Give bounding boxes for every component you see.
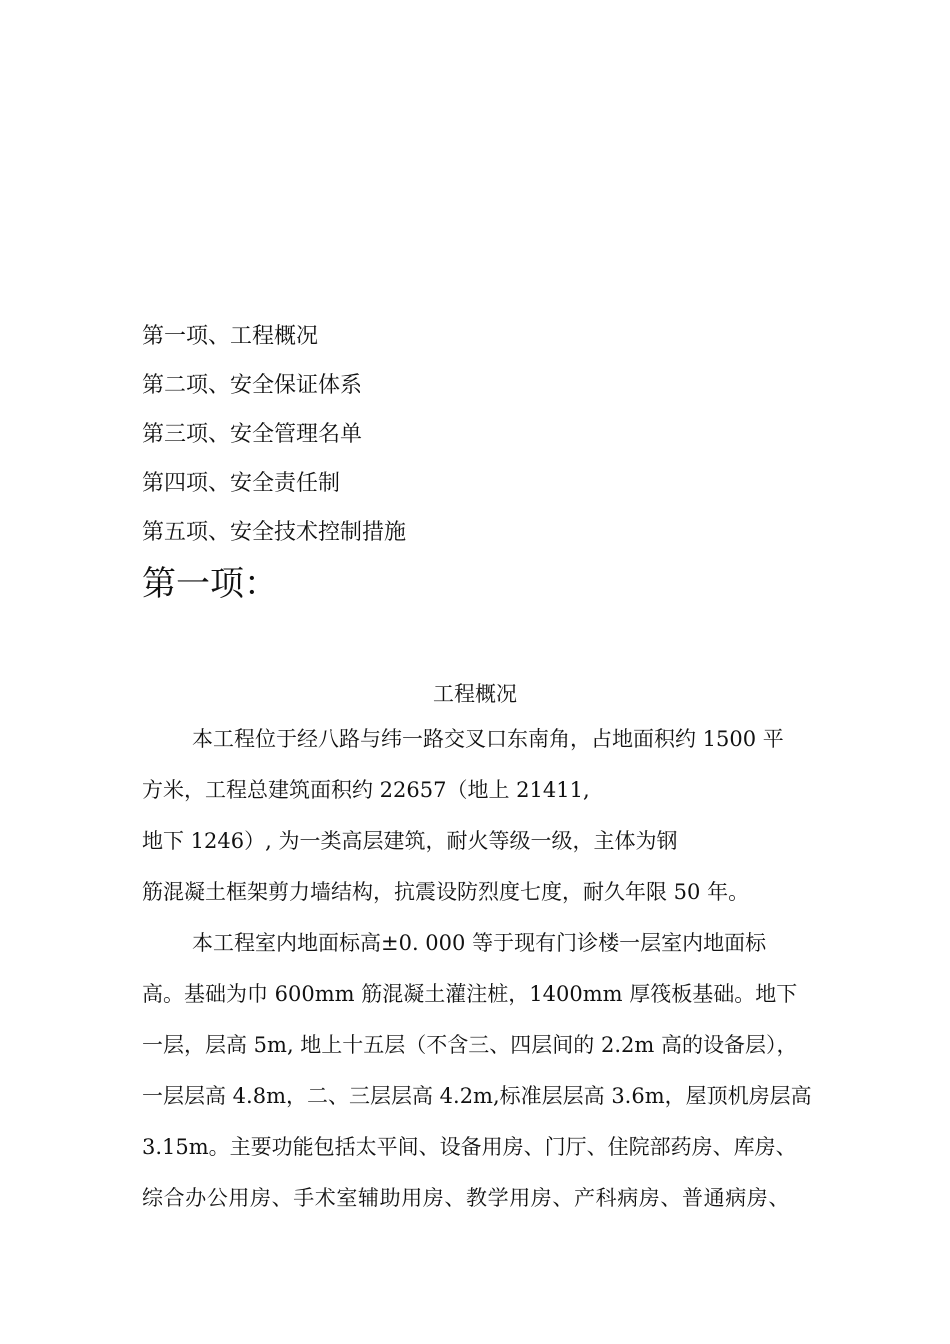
paragraph-line: 综合办公用房、手术室辅助用房、教学用房、产科病房、普通病房、 (142, 1186, 790, 1210)
paragraph-line: 筋混凝土框架剪力墙结构，抗震设防烈度七度，耐久年限 50 年。 (142, 880, 750, 904)
paragraph-line: 高。基础为巾 600mm 筋混凝土灌注桩，1400mm 厚筏板基础。地下 (142, 982, 798, 1006)
paragraph-line: 一层层高 4.8m，二、三层层高 4.2m,标准层层高 3.6m，屋顶机房层高 (142, 1084, 812, 1108)
paragraph-line: 本工程室内地面标高±0. 000 等于现有门诊楼一层室内地面标 (192, 931, 767, 955)
paragraph-line: 方米，工程总建筑面积约 22657（地上 21411, (142, 778, 590, 802)
toc-item-4: 第四项、安全责任制 (142, 471, 341, 496)
table-of-contents (142, 312, 822, 557)
paragraph-line: 本工程位于经八路与纬一路交叉口东南角，占地面积约 1500 平 (192, 727, 784, 751)
paragraph-line: 3.15m。主要功能包括太平间、设备用房、门厅、住院部药房、库房、 (142, 1135, 797, 1159)
section-title: 工程概况 (433, 682, 517, 706)
toc-item-1: 第一项、工程概况 (142, 324, 319, 349)
paragraph-line: 地下 1246）, 为一类高层建筑，耐火等级一级，主体为钢 (142, 829, 678, 853)
toc-item-3: 第三项、安全管理名单 (142, 422, 363, 447)
toc-item-5: 第五项、安全技术控制措施 (142, 520, 407, 545)
paragraph-line: 一层，层高 5m, 地上十五层（不含三、四层间的 2.2m 高的设备层）， (142, 1033, 798, 1057)
body-text (142, 714, 822, 1224)
toc-item-2: 第二项、安全保证体系 (142, 373, 363, 398)
section-heading: 第一项： (142, 564, 278, 604)
